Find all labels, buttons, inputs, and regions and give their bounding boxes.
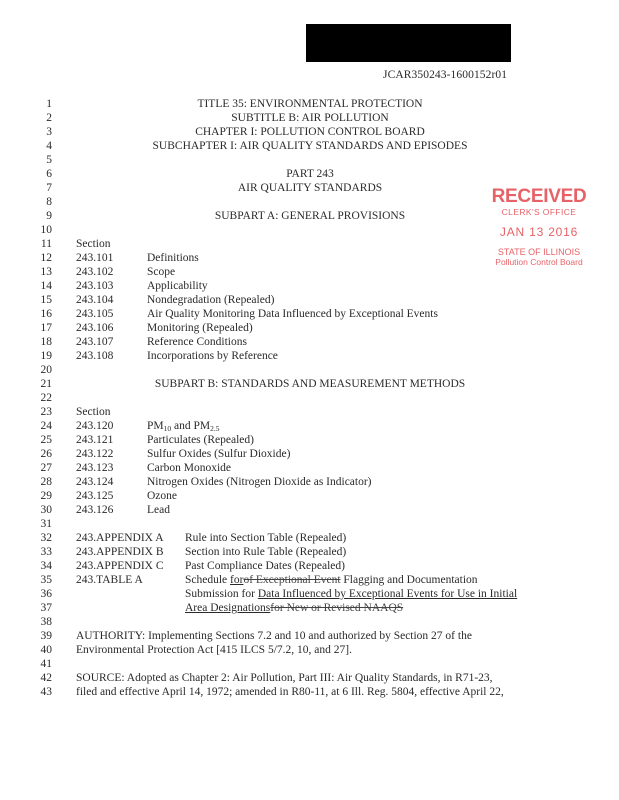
deleted-text: of Exceptional Event bbox=[243, 574, 341, 586]
line-number: 11 bbox=[40, 238, 52, 250]
text-segment: Submission for bbox=[185, 588, 258, 600]
line-number: 15 bbox=[40, 294, 52, 306]
line-number: 30 bbox=[40, 504, 52, 516]
toc-row bbox=[0, 307, 619, 321]
section-number: 243.107 bbox=[76, 336, 114, 348]
title-heading: TITLE 35: ENVIRONMENTAL PROTECTION bbox=[197, 98, 423, 110]
doc-line bbox=[0, 125, 619, 139]
line-number: 23 bbox=[40, 406, 52, 418]
toc-row bbox=[0, 265, 619, 279]
doc-line bbox=[0, 153, 619, 167]
doc-line bbox=[0, 195, 619, 209]
doc-line bbox=[0, 517, 619, 531]
appendix-title: Section into Rule Table (Repealed) bbox=[185, 546, 347, 558]
table-title-line-2 bbox=[185, 587, 517, 601]
pm-label: PM bbox=[147, 420, 164, 432]
deleted-text: for New or Revised NAAQS bbox=[270, 602, 404, 614]
part-name-heading: AIR QUALITY STANDARDS bbox=[237, 182, 383, 194]
line-number: 43 bbox=[40, 686, 52, 698]
table-title-line-1 bbox=[185, 573, 478, 587]
subchapter-heading: SUBCHAPTER I: AIR QUALITY STANDARDS AND EPISODES bbox=[152, 140, 468, 152]
appendix-number: 243.APPENDIX A bbox=[76, 532, 164, 544]
line-number: 8 bbox=[46, 196, 52, 208]
section-number: 243.123 bbox=[76, 462, 114, 474]
line-number: 7 bbox=[46, 182, 52, 194]
subtitle-heading: SUBTITLE B: AIR POLLUTION bbox=[231, 112, 389, 124]
section-title: Scope bbox=[147, 266, 176, 278]
line-number: 22 bbox=[40, 392, 52, 404]
doc-line bbox=[0, 629, 619, 643]
toc-row bbox=[0, 279, 619, 293]
line-number: 5 bbox=[46, 154, 52, 166]
line-number: 26 bbox=[40, 448, 52, 460]
line-number: 16 bbox=[40, 308, 52, 320]
text-segment: Flagging and Documentation bbox=[340, 574, 478, 586]
source-text: SOURCE: Adopted as Chapter 2: Air Pollution, Part III: Air Quality Standards, in R71-23, bbox=[76, 672, 493, 684]
line-number: 38 bbox=[40, 616, 52, 628]
redaction-block bbox=[306, 24, 511, 62]
line-number: 28 bbox=[40, 476, 52, 488]
line-number: 24 bbox=[40, 420, 52, 432]
line-number: 29 bbox=[40, 490, 52, 502]
section-number: 243.125 bbox=[76, 490, 114, 502]
doc-line bbox=[0, 223, 619, 237]
line-number: 3 bbox=[46, 126, 52, 138]
toc-row bbox=[0, 321, 619, 335]
stamp-office: CLERK'S OFFICE bbox=[501, 207, 577, 217]
document-id: JCAR350243-1600152r01 bbox=[383, 69, 508, 81]
inserted-text: for bbox=[230, 574, 244, 586]
line-number: 37 bbox=[40, 602, 52, 614]
toc-row bbox=[0, 489, 619, 503]
text-segment: Schedule bbox=[185, 574, 231, 586]
toc-row bbox=[0, 573, 619, 587]
toc-row bbox=[0, 531, 619, 545]
section-title: Reference Conditions bbox=[147, 336, 247, 348]
line-number: 18 bbox=[40, 336, 52, 348]
section-title: Particulates (Repealed) bbox=[147, 434, 254, 446]
authority-text: Environmental Protection Act [415 ILCS 5/7.2, 10, and 27]. bbox=[76, 644, 352, 656]
doc-line bbox=[0, 139, 619, 153]
line-number: 31 bbox=[40, 518, 52, 530]
doc-line bbox=[0, 97, 619, 111]
line-number: 39 bbox=[40, 630, 52, 642]
section-number: 243.103 bbox=[76, 280, 114, 292]
doc-line bbox=[0, 601, 619, 615]
pm10-subscript: 10 bbox=[163, 424, 172, 433]
line-number: 12 bbox=[40, 252, 52, 264]
line-number: 6 bbox=[46, 168, 52, 180]
stamp-received: RECEIVED bbox=[491, 186, 587, 207]
doc-line bbox=[0, 377, 619, 391]
line-number: 35 bbox=[40, 574, 52, 586]
toc-row bbox=[0, 475, 619, 489]
pm25-subscript: 2.5 bbox=[210, 424, 220, 433]
line-number: 40 bbox=[40, 644, 52, 656]
stamp-date: JAN 13 2016 bbox=[499, 225, 579, 239]
line-number: 21 bbox=[40, 378, 52, 390]
toc-row bbox=[0, 503, 619, 517]
appendix-number: 243.APPENDIX C bbox=[76, 560, 164, 572]
doc-line bbox=[0, 363, 619, 377]
line-number: 42 bbox=[40, 672, 52, 684]
source-text: filed and effective April 14, 1972; amended in R80-11, at 6 Ill. Reg. 5804, effective April 22, bbox=[76, 686, 504, 698]
subpart-a-heading: SUBPART A: GENERAL PROVISIONS bbox=[214, 210, 406, 222]
toc-row bbox=[0, 545, 619, 559]
section-title: Carbon Monoxide bbox=[147, 462, 232, 474]
section-number: 243.104 bbox=[76, 294, 114, 306]
line-number: 13 bbox=[40, 266, 52, 278]
section-title: Ozone bbox=[147, 490, 178, 502]
inserted-text: Area Designations bbox=[185, 602, 271, 614]
section-title: Lead bbox=[147, 504, 170, 516]
line-number: 41 bbox=[40, 658, 52, 670]
doc-line bbox=[0, 615, 619, 629]
doc-line bbox=[0, 587, 619, 601]
section-title: Definitions bbox=[147, 252, 199, 264]
toc-row bbox=[0, 349, 619, 363]
section-title: Air Quality Monitoring Data Influenced by Exceptional Events bbox=[147, 308, 438, 320]
section-label: Section bbox=[76, 238, 111, 250]
stamp-board: Pollution Control Board bbox=[495, 257, 583, 267]
appendix-title: Past Compliance Dates (Repealed) bbox=[185, 560, 345, 572]
appendix-number: 243.APPENDIX B bbox=[76, 546, 164, 558]
line-number: 25 bbox=[40, 434, 52, 446]
line-number: 34 bbox=[40, 560, 52, 572]
doc-line bbox=[0, 237, 619, 251]
doc-line bbox=[0, 405, 619, 419]
chapter-heading: CHAPTER I: POLLUTION CONTROL BOARD bbox=[195, 126, 425, 138]
doc-line bbox=[0, 111, 619, 125]
line-number: 19 bbox=[40, 350, 52, 362]
toc-row bbox=[0, 251, 619, 265]
table-number: 243.TABLE A bbox=[76, 574, 143, 586]
pm-and-label: and PM bbox=[171, 420, 211, 432]
toc-row bbox=[0, 447, 619, 461]
section-title: Sulfur Oxides (Sulfur Dioxide) bbox=[147, 448, 291, 460]
section-number: 243.121 bbox=[76, 434, 114, 446]
toc-row bbox=[0, 433, 619, 447]
toc-row bbox=[0, 461, 619, 475]
doc-line bbox=[0, 685, 619, 699]
section-number: 243.122 bbox=[76, 448, 114, 460]
section-title bbox=[147, 419, 219, 433]
section-number: 243.120 bbox=[76, 420, 114, 432]
line-number: 20 bbox=[40, 364, 52, 376]
section-title: Applicability bbox=[147, 280, 208, 292]
toc-row bbox=[0, 559, 619, 573]
doc-line bbox=[0, 209, 619, 223]
toc-row bbox=[0, 293, 619, 307]
doc-line bbox=[0, 181, 619, 195]
appendix-title: Rule into Section Table (Repealed) bbox=[185, 532, 347, 544]
line-number: 1 bbox=[46, 98, 52, 110]
line-number: 14 bbox=[40, 280, 52, 292]
section-number: 243.106 bbox=[76, 322, 114, 334]
table-title-line-3 bbox=[185, 601, 403, 615]
inserted-text: Data Influenced by Exceptional Events for Use in Initial bbox=[257, 588, 518, 600]
line-number: 10 bbox=[40, 224, 52, 236]
doc-line bbox=[0, 643, 619, 657]
section-number: 243.124 bbox=[76, 476, 114, 488]
section-title: Nondegradation (Repealed) bbox=[147, 294, 275, 306]
section-number: 243.101 bbox=[76, 252, 114, 264]
section-title: Nitrogen Oxides (Nitrogen Dioxide as Indicator) bbox=[147, 476, 372, 488]
doc-line bbox=[0, 671, 619, 685]
line-number: 32 bbox=[40, 532, 52, 544]
section-title: Monitoring (Repealed) bbox=[147, 322, 253, 334]
doc-line bbox=[0, 657, 619, 671]
stamp-state: STATE OF ILLINOIS bbox=[497, 247, 581, 257]
section-label: Section bbox=[76, 406, 111, 418]
line-number: 33 bbox=[40, 546, 52, 558]
line-number: 2 bbox=[46, 112, 52, 124]
section-title: Incorporations by Reference bbox=[147, 350, 278, 362]
line-number: 4 bbox=[46, 140, 52, 152]
section-number: 243.126 bbox=[76, 504, 114, 516]
section-number: 243.102 bbox=[76, 266, 114, 278]
line-number: 27 bbox=[40, 462, 52, 474]
authority-text: AUTHORITY: Implementing Sections 7.2 and 10 and authorized by Section 27 of the bbox=[76, 630, 472, 642]
doc-line bbox=[0, 391, 619, 405]
line-number: 9 bbox=[46, 210, 52, 222]
doc-line bbox=[0, 167, 619, 181]
toc-row bbox=[0, 419, 619, 433]
line-number: 17 bbox=[40, 322, 52, 334]
section-number: 243.105 bbox=[76, 308, 114, 320]
part-heading: PART 243 bbox=[286, 168, 334, 180]
toc-row bbox=[0, 335, 619, 349]
section-number: 243.108 bbox=[76, 350, 114, 362]
line-number: 36 bbox=[40, 588, 52, 600]
subpart-b-heading: SUBPART B: STANDARDS AND MEASUREMENT METHODS bbox=[154, 378, 466, 390]
